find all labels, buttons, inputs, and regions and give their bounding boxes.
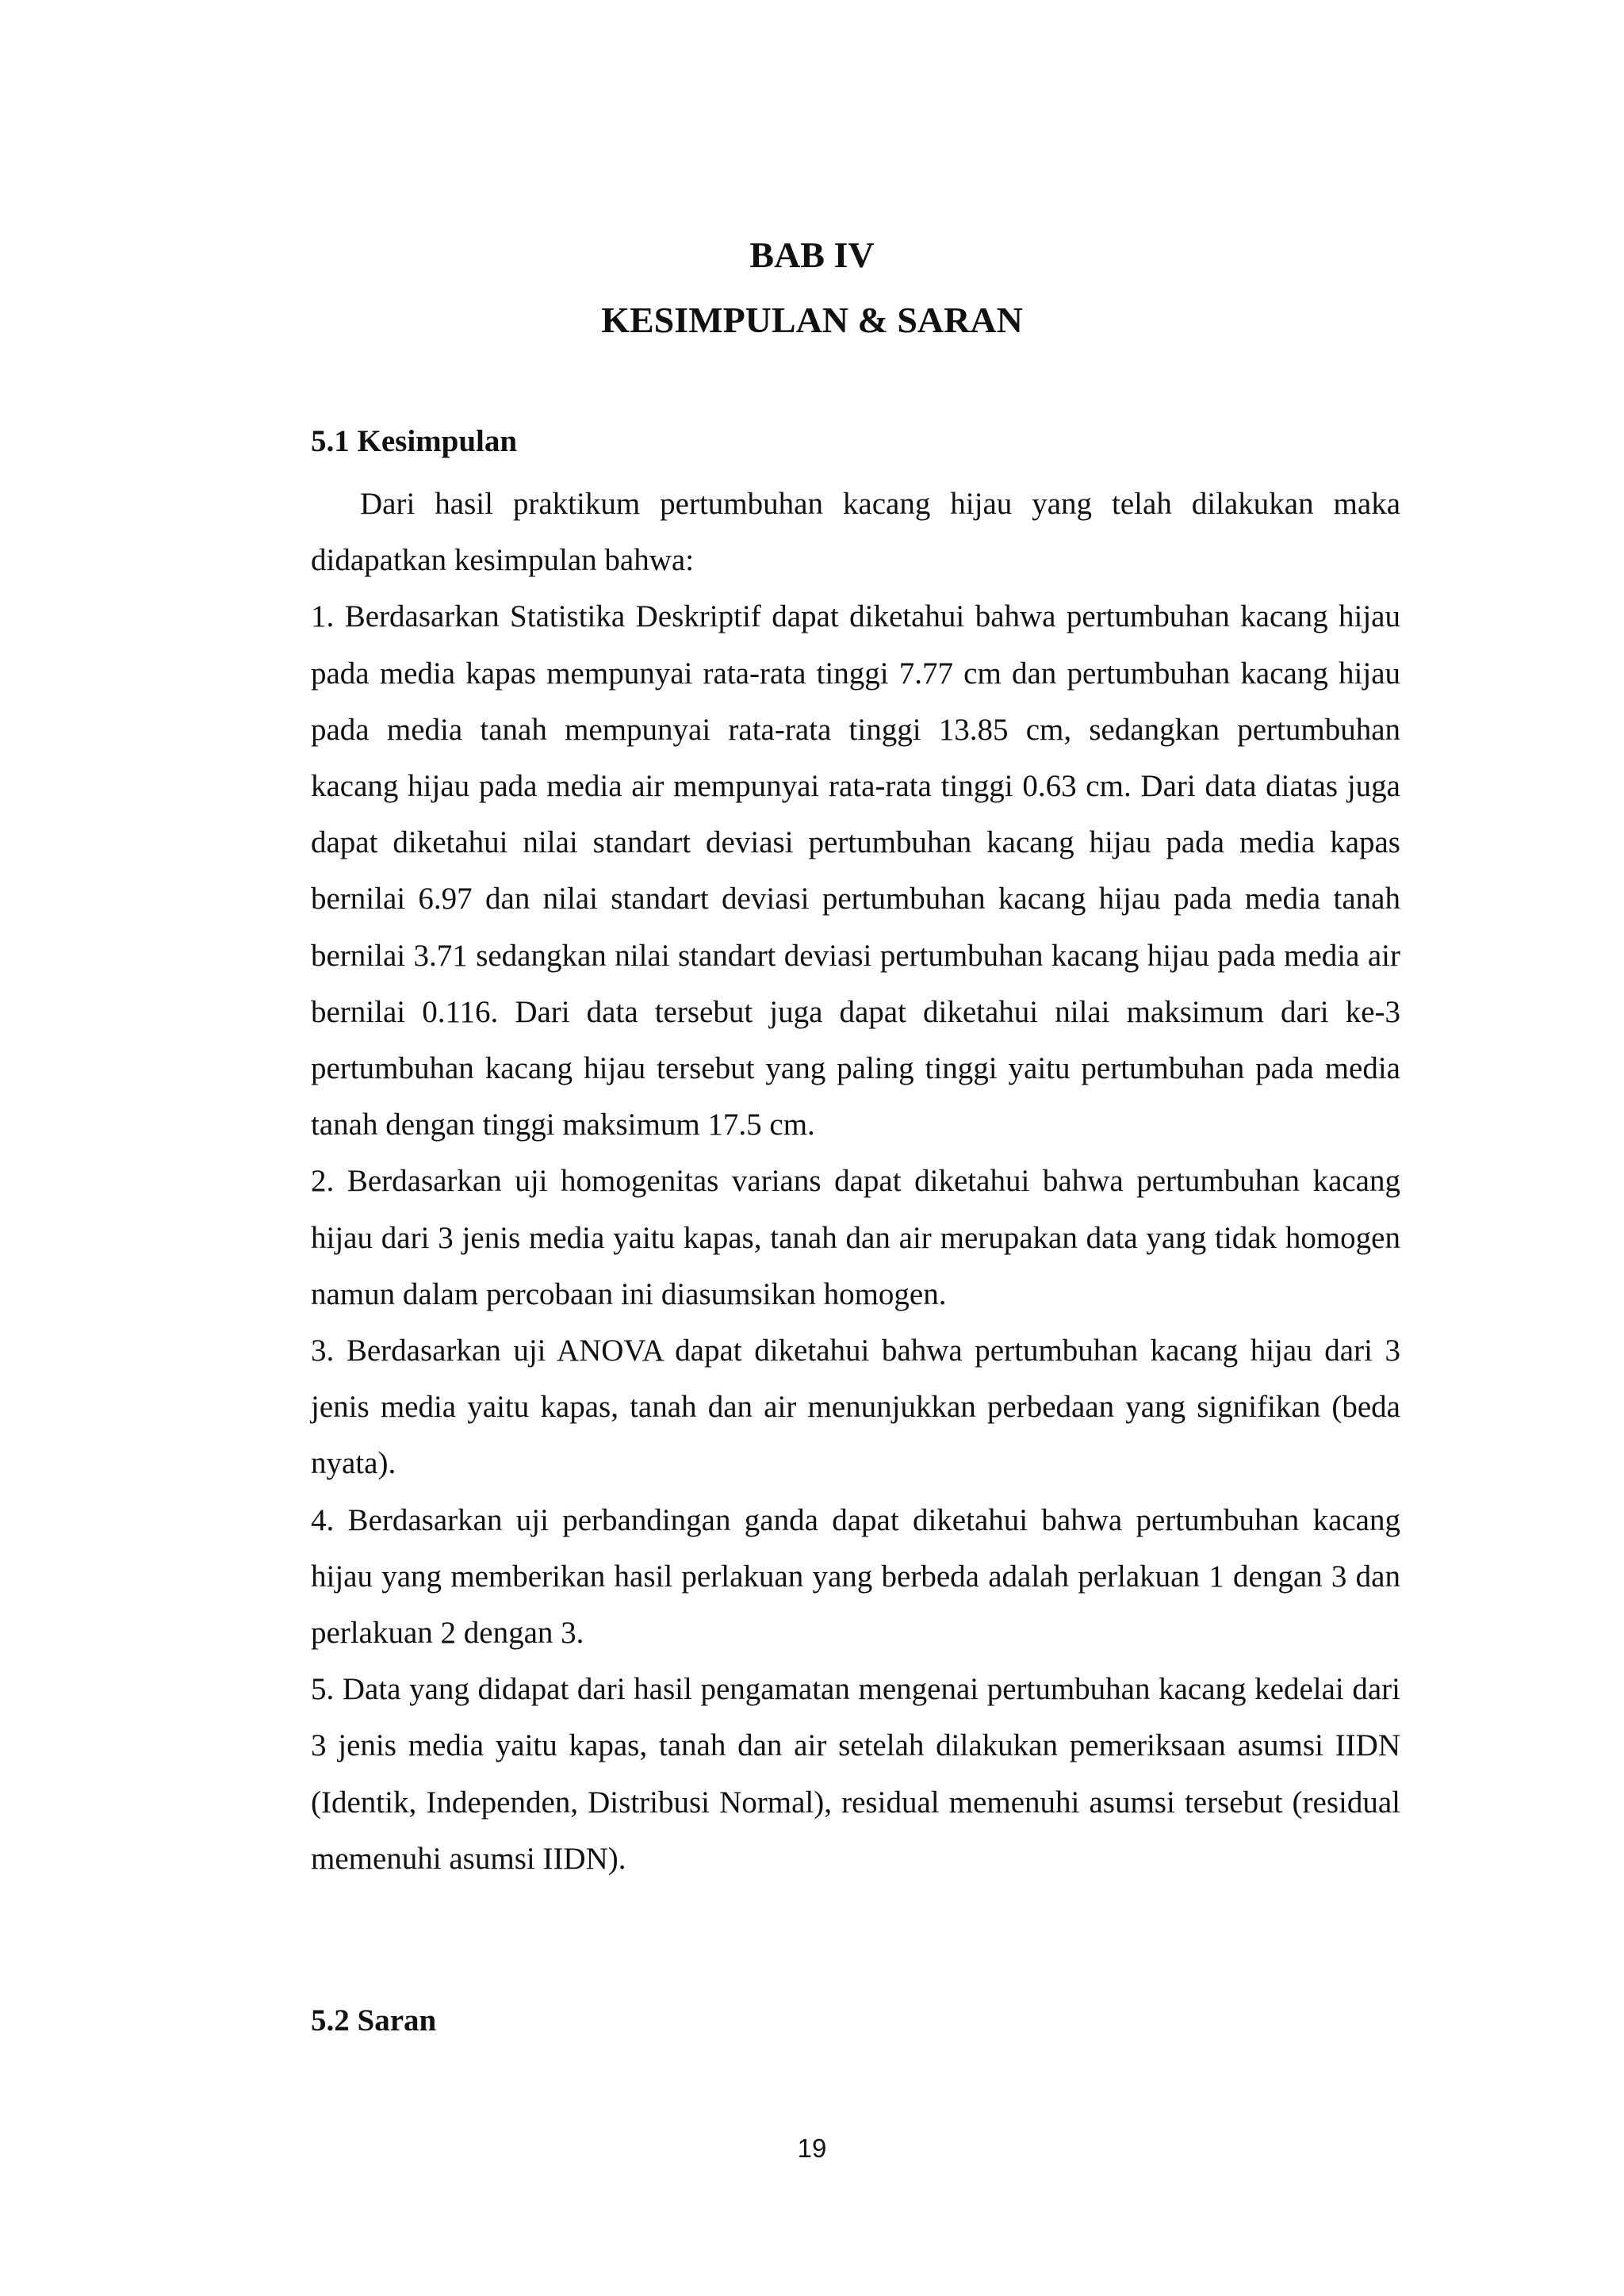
chapter-number: BAB IV: [749, 235, 875, 275]
conclusion-item-2: 2. Berdasarkan uji homogenitas varians dapat diketahui bahwa pertumbuhan kacang hijau dari 3 jenis media yaitu kapas, tanah dan air merupakan data yang tidak homogen namun dalam percobaan ini diasumsikan homogen.: [311, 1164, 1400, 1311]
conclusion-item-5: 5. Data yang didapat dari hasil pengamatan mengenai pertumbuhan kacang kedelai dari 3 jenis media yaitu kapas, tanah dan air setelah dilakukan pemeriksaan asumsi IIDN (Identik, Independen, Distribusi Normal), residual memenuhi asumsi tersebut (residual memenuhi asumsi IIDN).: [311, 1672, 1400, 1876]
section-heading-kesimpulan: 5.1 Kesimpulan: [311, 424, 518, 458]
conclusion-item-1: 1. Berdasarkan Statistika Deskriptif dapat diketahui bahwa pertumbuhan kacang hijau pada media kapas mempunyai rata-rata tinggi 7.77 cm dan pertumbuhan kacang hijau pada media tanah mempunyai rata-rata tinggi 13.85 cm, sedangkan pertumbuhan kacang hijau pada media air mempunyai rata-rata tinggi 0.63 cm. Dari data diatas juga dapat diketahui nilai standart deviasi pertumbuhan kacang hijau pada media kapas bernilai 6.97 dan nilai standart deviasi pertumbuhan kacang hijau pada media tanah bernilai 3.71 sedangkan nilai standart deviasi pertumbuhan kacang hijau pada media air bernilai 0.116. Dari data tersebut juga dapat diketahui nilai maksimum dari ke-3 pertumbuhan kacang hijau tersebut yang paling tinggi yaitu pertumbuhan pada media tanah dengan tinggi maksimum 17.5 cm.: [311, 599, 1400, 1142]
intro-paragraph: Dari hasil praktikum pertumbuhan kacang hijau yang telah dilakukan maka didapatkan kesimpulan bahwa:: [311, 487, 1400, 578]
chapter-title: KESIMPULAN & SARAN: [601, 300, 1023, 340]
section-heading-saran: 5.2 Saran: [311, 2003, 437, 2038]
conclusion-item-4: 4. Berdasarkan uji perbandingan ganda dapat diketahui bahwa pertumbuhan kacang hijau yang memberikan hasil perlakuan yang berbeda adalah perlakuan 1 dengan 3 dan perlakuan 2 dengan 3.: [311, 1502, 1400, 1651]
page-number: 19: [797, 2133, 827, 2163]
conclusion-item-3: 3. Berdasarkan uji ANOVA dapat diketahui bahwa pertumbuhan kacang hijau dari 3 jenis media yaitu kapas, tanah dan air menunjukkan perbedaan yang signifikan (beda nyata).: [311, 1334, 1400, 1481]
kesimpulan-body: [311, 476, 1400, 1887]
